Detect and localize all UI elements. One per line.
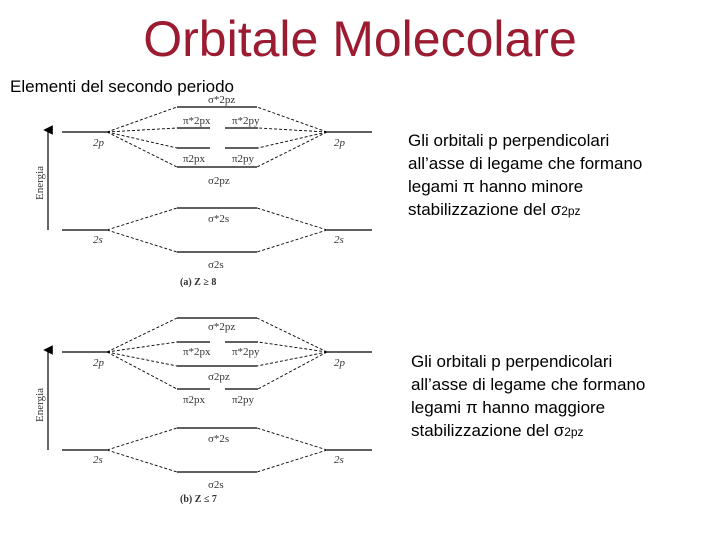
pi-star-2px-label: π*2px xyxy=(183,346,211,358)
pi-2px-label: π2px xyxy=(183,153,206,165)
sigma-star-2p-label: σ*2pz xyxy=(208,321,236,333)
atomic-2s-left-label: 2s xyxy=(93,454,103,466)
pi-2py-label: π2py xyxy=(232,394,255,406)
note-top-line-3: legami π hanno minore xyxy=(408,177,584,196)
mo-diagram-a-labels xyxy=(34,94,346,288)
sigma-star-2s-label: σ*2s xyxy=(208,433,230,445)
pi-symbol: π xyxy=(462,177,475,196)
atomic-2p-left-label: 2p xyxy=(93,357,104,369)
correlation-lines xyxy=(107,318,327,472)
mo-diagram-b-labels xyxy=(34,321,346,505)
page-subtitle: Elementi del secondo periodo xyxy=(10,77,234,96)
atomic-2p-right-label: 2p xyxy=(334,137,345,149)
atomic-2s-right-label: 2s xyxy=(334,234,344,246)
energy-label: Energia xyxy=(34,165,46,200)
atomic-2p-left-label: 2p xyxy=(93,137,104,149)
atomic-2s-left-label: 2s xyxy=(93,234,103,246)
sigma-star-2p-label: σ*2pz xyxy=(208,94,236,106)
atomic-2s-right-label: 2s xyxy=(334,454,344,466)
sigma-2s-label: σ2s xyxy=(208,259,224,271)
note-top-line-1: Gli orbitali p perpendicolari xyxy=(408,131,610,150)
pi-star-2px-label: π*2px xyxy=(183,115,211,127)
sigma-2s-label: σ2s xyxy=(208,479,224,491)
sigma-symbol: σ xyxy=(553,421,565,440)
atomic-2p-right-label: 2p xyxy=(334,357,345,369)
note-top-line-4: stabilizzazione del σ2pz xyxy=(408,200,581,219)
sigma-2p-label: σ2pz xyxy=(208,175,230,187)
sigma-symbol: σ xyxy=(550,200,562,219)
note-top-line-2: all’asse di legame che formano xyxy=(408,154,643,173)
pi-star-2py-label: π*2py xyxy=(232,346,260,358)
page-title: Orbitale Molecolare xyxy=(143,11,577,67)
note-bottom-line-4: stabilizzazione del σ2pz xyxy=(411,421,584,440)
pi-2px-label: π2px xyxy=(183,394,206,406)
mo-diagram-b xyxy=(48,318,372,472)
note-bottom-line-2: all’asse di legame che formano xyxy=(411,375,646,394)
pi-star-2py-label: π*2py xyxy=(232,115,260,127)
energy-label: Energia xyxy=(34,387,46,422)
diagram-caption-b: (b) Z ≤ 7 xyxy=(180,494,217,505)
note-bottom-line-1: Gli orbitali p perpendicolari xyxy=(411,352,613,371)
pi-symbol: π xyxy=(465,398,478,417)
sigma-2p-label: σ2pz xyxy=(208,371,230,383)
pi-2py-label: π2py xyxy=(232,153,255,165)
note-bottom-line-3: legami π hanno maggiore xyxy=(411,398,606,417)
sigma-star-2s-label: σ*2s xyxy=(208,213,230,225)
diagram-caption-a: (a) Z ≥ 8 xyxy=(180,277,217,288)
